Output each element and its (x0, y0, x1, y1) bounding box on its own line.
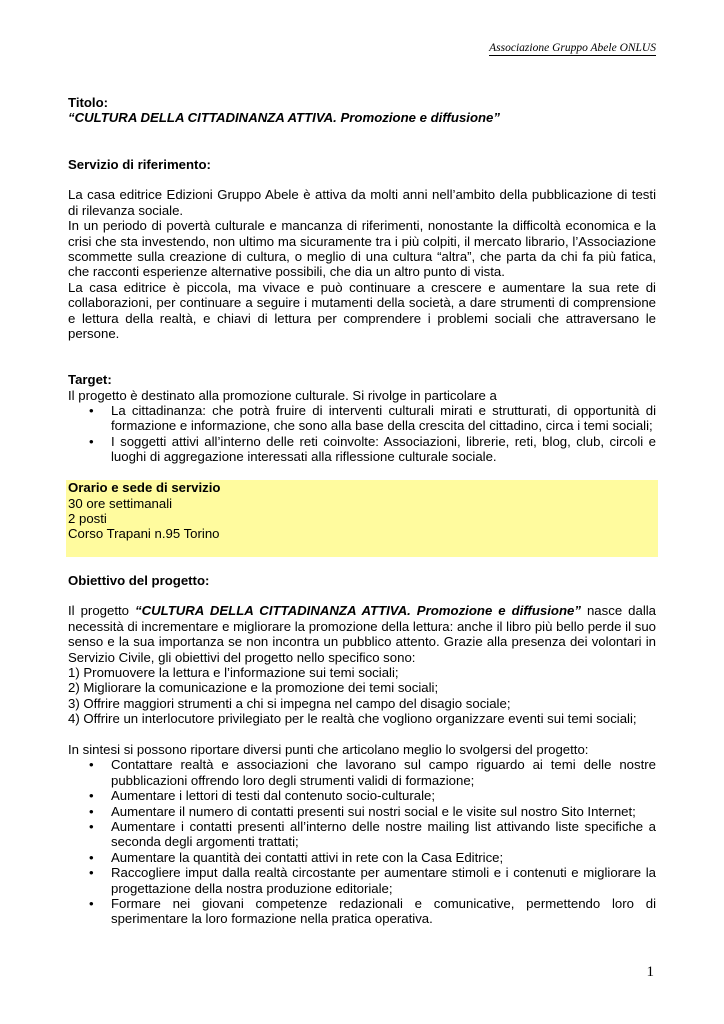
numbered-item: 2) Migliorare la comunicazione e la promozione dei temi sociali; (68, 680, 439, 696)
servizio-paragraph: La casa editrice è piccola, ma vivace e può continuare a crescere e aumentare la sua rete di collaborazioni, per continuare a seguire i mutamenti della società, a dare strumenti di comprensione e lettura della realtà, e chiavi di lettura per comprendere i problemi sociali che attraversano le persone. (68, 279, 656, 342)
list-item: • Formare nei giovani competenze redazionali e comunicative, permettendo loro di sperimentare la loro formazione nella pratica operativa. (68, 896, 656, 927)
list-item: • Aumentare il numero di contatti presenti sui nostri social e le visite sul nostro Sito Internet; (68, 804, 656, 819)
orario-line: 30 ore settimanali (68, 495, 173, 511)
target-list (68, 403, 656, 465)
obiettivo-label: Obiettivo del progetto: (68, 572, 210, 588)
titolo-value: “CULTURA DELLA CITTADINANZA ATTIVA. Promozione e diffusione” (68, 110, 500, 126)
target-label: Target: (68, 372, 112, 388)
obiettivo-intro: Il progetto “CULTURA DELLA CITTADINANZA ATTIVA. Promozione e diffusione” nasce dalla necessità di incrementare e migliorare la promozione della lettura: anche il libro più bello perde il suo senso e la sua importanza se non incontra un pubblico attento. Grazie alla presenza dei volontari in Servizio Civile, gli obiettivi del progetto nello specifico sono: (68, 603, 657, 665)
document-body (68, 95, 656, 927)
numbered-item: 4) Offrire un interlocutore privilegiato per le realtà che vogliono organizzare eventi sui temi sociali; (68, 711, 637, 727)
target-intro: Il progetto è destinato alla promozione culturale. Si rivolge in particolare a (68, 387, 497, 403)
list-item: • Aumentare i contatti presenti all’interno delle nostre mailing list attivando liste specifiche a seconda degli argomenti trattati; (68, 819, 656, 850)
obiettivo-points (68, 757, 656, 926)
list-item: • La cittadinanza: che potrà fruire di interventi culturali mirati e strutturati, di opportunità di formazione e informazione, che sono alla base della crescita del cittadino, circa i temi sociali; (68, 403, 656, 434)
list-item: • I soggetti attivi all’interno delle reti coinvolte: Associazioni, librerie, reti, blog, club, circoli e luoghi di aggregazione interessati alla riflessione culturale sociale. (68, 434, 656, 465)
page-number: 1 (646, 964, 654, 980)
page-header: Associazione Gruppo Abele ONLUS (489, 42, 656, 54)
list-item: • Aumentare la quantità dei contatti attivi in rete con la Casa Editrice; (68, 850, 656, 865)
orario-label: Orario e sede di servizio (68, 480, 221, 496)
list-item: • Raccogliere imput dalla realtà circostante per aumentare stimoli e i contenuti e migliorare la progettazione della nostra produzione editoriale; (68, 865, 656, 896)
titolo-label: Titolo: (68, 95, 109, 110)
numbered-item: 1) Promuovere la lettura e l’informazione sui temi sociali; (68, 664, 399, 680)
numbered-item: 3) Offrire maggiori strumenti a chi si impegna nel campo del disagio sociale; (68, 695, 511, 711)
servizio-label: Servizio di riferimento: (68, 156, 211, 172)
project-title: “CULTURA DELLA CITTADINANZA ATTIVA. Promozione e diffusione” (134, 603, 581, 619)
list-item: • Aumentare i lettori di testi dal contenuto socio-culturale; (68, 788, 656, 803)
orario-line: 2 posti (68, 510, 107, 526)
orario-highlight-box (66, 480, 658, 557)
list-item: • Contattare realtà e associazioni che lavorano sul campo riguardo ai temi delle nostre pubblicazioni offrendo loro degli strumenti validi di formazione; (68, 757, 656, 788)
obiettivo-summary: In sintesi si possono riportare diversi punti che articolano meglio lo svolgersi del progetto: (68, 741, 589, 757)
servizio-paragraph: In un periodo di povertà culturale e mancanza di riferimenti, nonostante la difficoltà economica e la crisi che sta investendo, non ultimo ma sicuramente tra i più colpiti, il mercato librario, l’Associazione scommette sulla creazione di cultura, o meglio di una cultura “altra”, che parta da chi fa più fatica, che racconti esperienze alternative possibili, che dia un altro punto di vista. (68, 218, 656, 280)
orario-line: Corso Trapani n.95 Torino (68, 526, 220, 542)
servizio-paragraph: La casa editrice Edizioni Gruppo Abele è attiva da molti anni nell’ambito della pubblicazione di testi di rilevanza sociale. (68, 187, 656, 218)
